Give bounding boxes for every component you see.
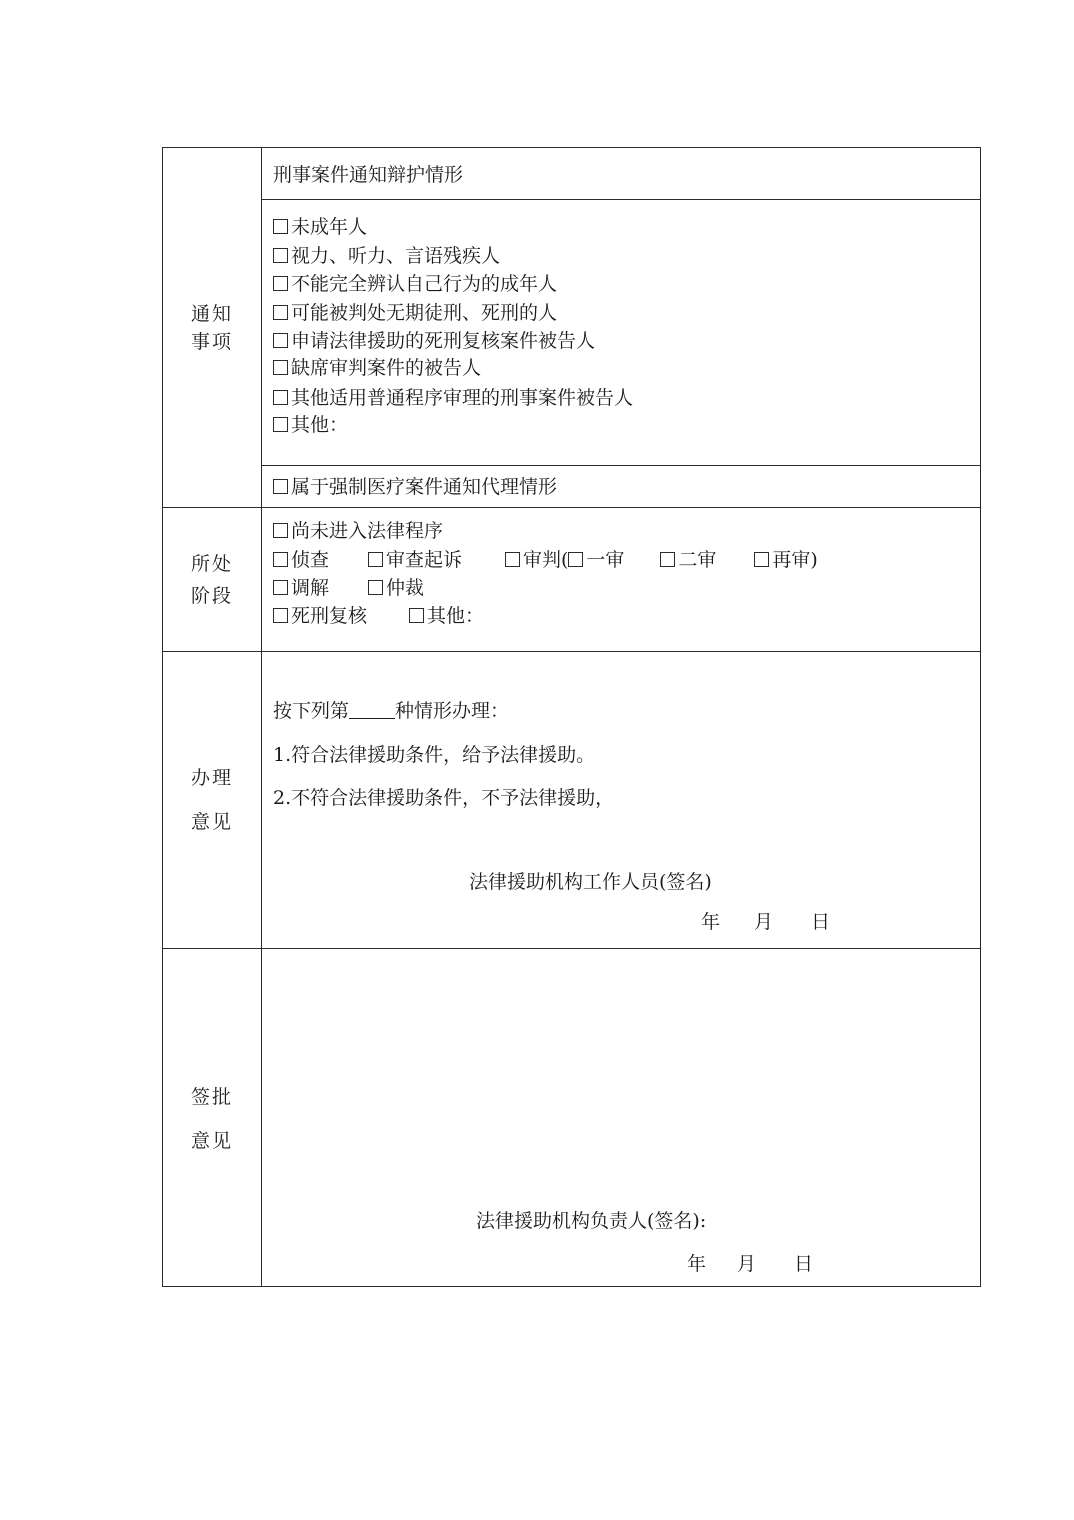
option-label: 审判( [523,549,569,571]
option-label: 其他： [291,414,349,436]
checkbox-icon[interactable] [368,580,383,595]
checkbox-icon[interactable] [273,580,288,595]
handling-suffix: 种情形办理： [395,700,510,722]
stage-option-second-instance[interactable] [660,548,754,572]
stage-row-procedure [273,548,818,572]
notice-label-line1: 通知 [190,302,233,325]
row-divider [163,507,980,508]
forced-medical-option[interactable] [273,475,557,499]
notice-label [163,148,261,507]
checkbox-icon[interactable] [409,608,424,623]
stage-option-prosecution[interactable] [368,548,505,572]
option-label: 一审 [586,549,625,571]
option-label: 尚未进入法律程序 [291,520,444,542]
row-divider [163,948,980,949]
stage-option-mediation[interactable] [273,576,368,600]
stage-label-line1: 所处 [190,552,233,575]
handling-option-2: 2.不符合法律援助条件，不予法律援助， [273,787,615,809]
checkbox-icon[interactable] [273,276,288,291]
handling-label-line1: 办理 [190,767,233,789]
stage-option-investigation[interactable] [273,548,368,572]
option-label: 属于强制医疗案件通知代理情形 [291,476,558,498]
checkbox-icon[interactable] [368,552,383,567]
checkbox-icon[interactable] [754,552,769,567]
checkbox-icon[interactable] [273,390,288,405]
checkbox-icon[interactable] [505,552,520,567]
checkbox-icon[interactable] [568,552,583,567]
checkbox-icon[interactable] [273,552,288,567]
handling-date [701,910,830,934]
legal-aid-form-table [162,147,981,1287]
handling-instruction [273,699,509,723]
notice-option-other[interactable] [273,413,348,437]
notice-label-line2: 事项 [190,330,233,353]
option-label: 其他： [427,605,485,627]
approval-label [163,949,261,1288]
staff-signature-label: 法律援助机构工作人员(签名) [469,871,712,893]
option-label: 申请法律援助的死刑复核案件被告人 [291,330,596,352]
notice-option-disabled[interactable] [273,244,500,268]
stage-row-adr [273,576,424,600]
checkbox-icon[interactable] [273,479,288,494]
situation-number-blank[interactable] [349,700,395,719]
checkbox-icon[interactable] [273,305,288,320]
stage-option-trial[interactable] [505,548,568,572]
approval-label-line1: 签批 [190,1085,233,1108]
stage-label-line2: 阶段 [190,584,233,607]
option-label: 可能被判处无期徒刑、死刑的人 [291,302,558,324]
notice-option-absentia-trial[interactable] [273,356,481,380]
date-year: 年 [687,1253,707,1275]
checkbox-icon[interactable] [273,360,288,375]
checkbox-icon[interactable] [273,248,288,263]
option-label: 未成年人 [291,216,368,238]
stage-option-arbitration[interactable] [368,576,424,600]
row-divider [163,651,980,652]
option-label: 视力、听力、言语残疾人 [291,245,501,267]
approval-date [687,1252,813,1276]
date-month: 月 [754,911,774,933]
option-label: 审查起诉 [386,549,463,571]
stage-option-death-review[interactable] [273,604,409,628]
row-divider [261,199,980,200]
handling-label [163,652,261,948]
checkbox-icon[interactable] [273,219,288,234]
option-label: 二审 [678,549,717,571]
date-day: 日 [811,911,831,933]
stage-option-first-instance[interactable] [568,548,660,572]
date-month: 月 [737,1253,757,1275]
notice-option-ordinary-procedure[interactable] [273,386,633,410]
row-divider [261,465,980,466]
stage-label [163,508,261,651]
option-label: 不能完全辨认自己行为的成年人 [291,273,558,295]
column-divider [261,148,262,1286]
date-day: 日 [794,1253,814,1275]
approval-label-line2: 意见 [190,1129,233,1152]
notice-option-death-review[interactable] [273,329,595,353]
notice-option-incapacitated-adult[interactable] [273,272,557,296]
checkbox-icon[interactable] [273,608,288,623]
option-label: 调解 [291,577,330,599]
option-label: 侦查 [291,549,330,571]
checkbox-icon[interactable] [273,417,288,432]
option-label: 其他适用普通程序审理的刑事案件被告人 [291,387,634,409]
checkbox-icon[interactable] [660,552,675,567]
date-year: 年 [701,911,721,933]
stage-option-retrial[interactable] [754,548,817,572]
option-label: 死刑复核 [291,605,368,627]
handling-option-1: 1.符合法律援助条件，给予法律援助。 [273,744,596,766]
handling-prefix: 按下列第 [273,700,350,722]
option-label: 再审) [772,549,818,571]
handling-label-line2: 意见 [190,811,233,833]
option-label: 缺席审判案件的被告人 [291,357,482,379]
director-signature-label: 法律援助机构负责人(签名): [476,1210,707,1232]
stage-option-other[interactable] [409,604,484,628]
checkbox-icon[interactable] [273,333,288,348]
stage-option-not-entered[interactable] [273,519,443,543]
criminal-notice-header: 刑事案件通知辩护情形 [273,164,464,186]
option-label: 仲裁 [386,577,425,599]
notice-option-minor[interactable] [273,215,367,239]
stage-row-review [273,604,484,628]
notice-option-life-or-death-sentence[interactable] [273,301,557,325]
checkbox-icon[interactable] [273,523,288,538]
